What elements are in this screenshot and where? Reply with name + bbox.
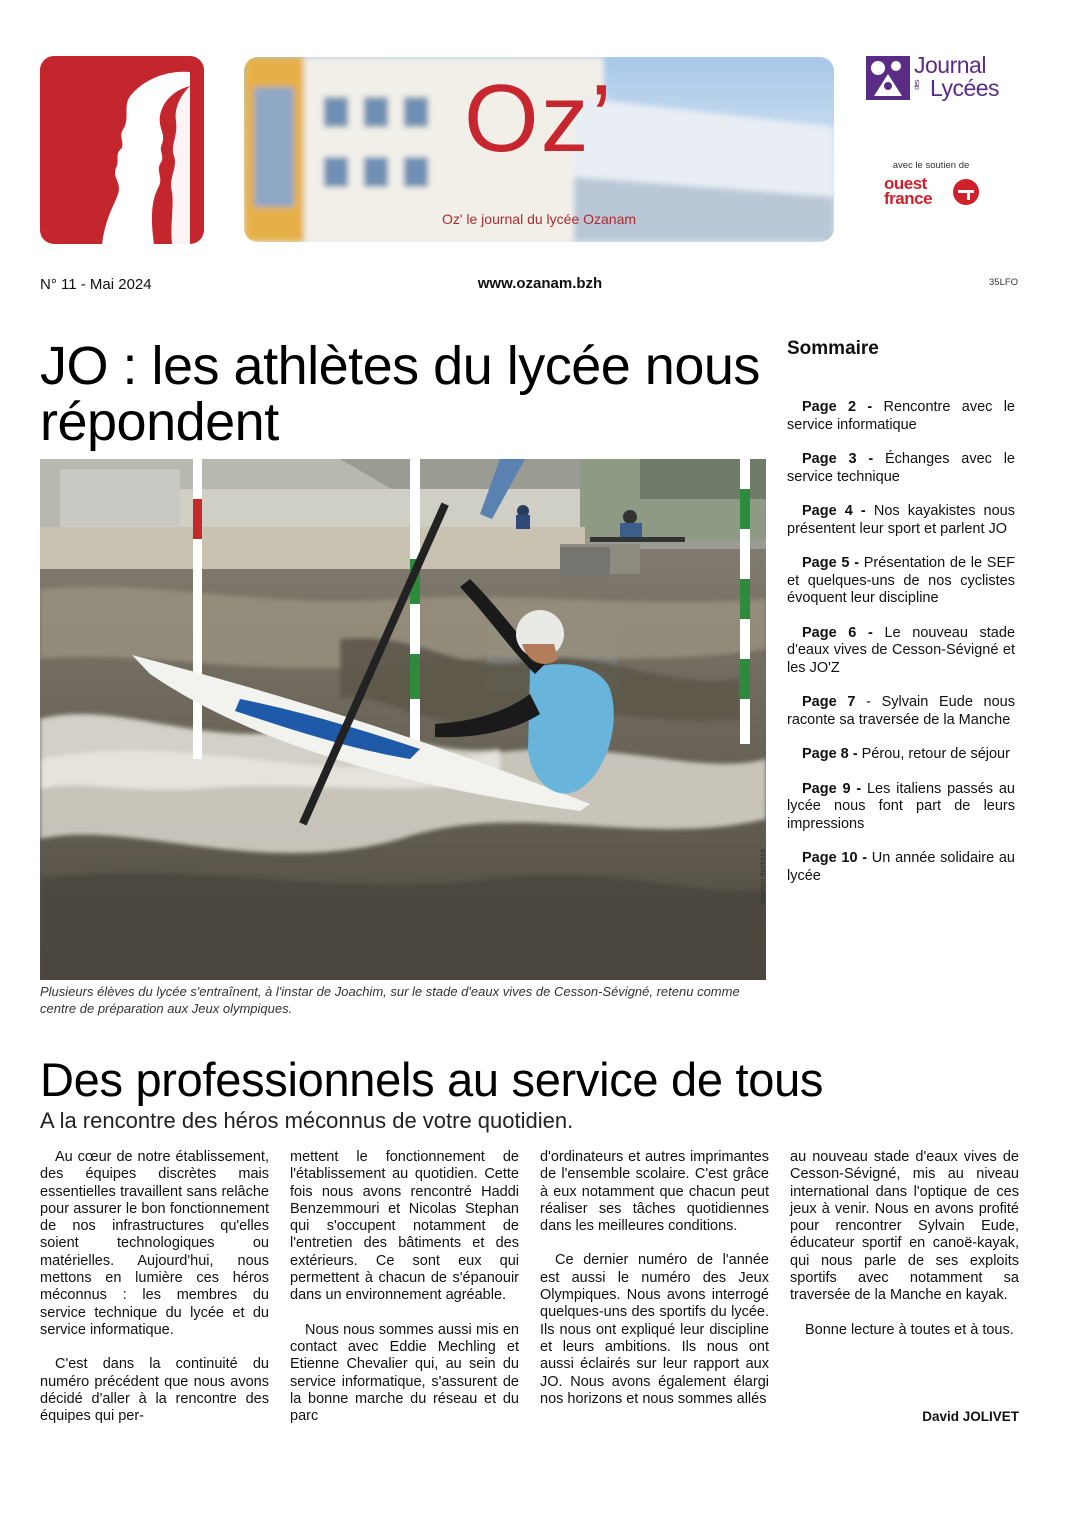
kayak-photo	[40, 459, 766, 980]
issue-number: N° 11 - Mai 2024	[40, 276, 152, 293]
toc-item[interactable]: Page 10 - Un année solidaire au lycée	[787, 850, 1015, 884]
toc-item[interactable]: Page 2 - Rencontre avec le service informatique	[787, 399, 1015, 433]
toc-title: Sommaire	[787, 338, 879, 359]
toc-item[interactable]: Page 5 - Présentation de le SEF et quelques-uns de nos cyclistes évoquent leur discipline	[787, 555, 1015, 606]
article-subtitle: A la rencontre des héros méconnus de votre quotidien.	[40, 1108, 574, 1133]
toc-item[interactable]: Page 4 - Nos kayakistes nous présentent leur sport et parlent JO	[787, 503, 1015, 537]
paragraph: C'est dans la continuité du numéro précédent que nous avons décidé d'aller à la rencontre des équipes qui per-	[40, 1356, 269, 1425]
toc-item[interactable]: Page 9 - Les italiens passés au lycée nous font part de leurs impressions	[787, 780, 1015, 832]
paragraph: Ce dernier numéro de l'année est aussi le numéro des Jeux Olympiques. Nous avons interrogé quelques-uns des sportifs du lycée. Ils nous ont expliqué leur discipline et leurs ambitions. Ils nous ont aussi éclairés sur leur rapport aux JO. Nous avons également élargi nos horizons et nous sommes allés	[540, 1252, 769, 1407]
ouest-france-emblem-icon	[952, 178, 980, 206]
article-column-1	[40, 1149, 269, 1442]
kayak-slalom-image	[40, 459, 766, 980]
paragraph: d'ordinateurs et autres imprimantes de l'ensemble scolaire. C'est grâce à eux notamment que chacun peut réaliser ses tâches quotidiennes dans les meilleures conditions.	[540, 1149, 769, 1235]
table-of-contents	[787, 399, 1015, 902]
paragraph: Bonne lecture à toutes et à tous.	[805, 1321, 1014, 1338]
paragraph: au nouveau stade d'eaux vives de Cesson-Sévigné, mis au niveau international dans l'optique de ces jeux à venir. Nous en avons profité pour rencontrer Sylvain Eude, éducateur sportif en canoë-kayak, qui nous parle de ses exploits sportifs avec notamment sa traversée de la Manche en kayak.	[790, 1149, 1019, 1304]
toc-item[interactable]: Page 8 - Pérou, retour de séjour	[802, 746, 1010, 762]
paragraph: mettent le fonctionnement de l'établissement au quotidien. Cette fois nous avons rencontré Haddi Benzemmouri et Nicolas Stephan qui s'occupent notamment de l'entretien des bâtiments et des extérieurs. Ce sont eux qui permettent à chacun de s'épanouir dans un environnement agréable.	[290, 1149, 519, 1304]
toc-item[interactable]: Page 7 - Sylvain Eude nous raconte sa traversée de la Manche	[787, 694, 1015, 728]
masthead-banner	[244, 57, 834, 242]
paragraph: Nous nous sommes aussi mis en contact avec Eddie Mechling et Etienne Chevalier qui, au sein du service informatique, s'assurent de la bonne marche du réseau et du parc	[290, 1321, 519, 1425]
website-link[interactable]: www.ozanam.bzh	[477, 275, 603, 292]
jdl-wordmark: Journal des Lycées	[914, 52, 1000, 101]
article-column-4	[790, 1149, 1019, 1356]
profile-faces-icon	[40, 56, 204, 244]
masthead-subtitle: Oz' le journal du lycée Ozanam	[441, 211, 637, 227]
ouest-france-logo: ouest france	[880, 174, 990, 214]
article-title: Des professionnels au service de tous	[40, 1053, 824, 1106]
main-headline: JO : les athlètes du lycée nous répondent	[40, 336, 760, 452]
toc-item[interactable]: Page 3 - Échanges avec le service technique	[787, 451, 1015, 485]
journal-des-lycees-logo	[866, 54, 1016, 104]
school-logo	[40, 56, 204, 244]
article-column-3	[540, 1149, 769, 1425]
jdl-emblem-icon	[866, 56, 910, 100]
photo-credit: Joachim Berthelot	[760, 848, 767, 905]
toc-item[interactable]: Page 6 - Le nouveau stade d'eaux vives de Cesson-Sévigné et les JO'Z	[787, 624, 1016, 676]
author-signature: David JOLIVET	[922, 1409, 1019, 1424]
support-text: avec le soutien de	[892, 160, 970, 171]
paragraph: Au cœur de notre établissement, des équipes discrètes mais essentielles travaillent sans relâche pour assurer le bon fonctionnement de nos infrastructures qu'elles soient technologiques ou matérielles. Aujourd'hui, nous mettons en lumière ces héros méconnus : les membres du service technique du lycée et du service informatique.	[40, 1149, 269, 1338]
edition-code: 35LFO	[989, 277, 1019, 288]
masthead-title: Oz’	[464, 65, 614, 172]
article-column-2	[290, 1149, 519, 1442]
photo-caption: Plusieurs élèves du lycée s'entraînent, à l'instar de Joachim, sur le stade d'eaux vives de Cesson-Sévigné, retenu comme centre de préparation aux Jeux olympiques.	[40, 984, 740, 1016]
